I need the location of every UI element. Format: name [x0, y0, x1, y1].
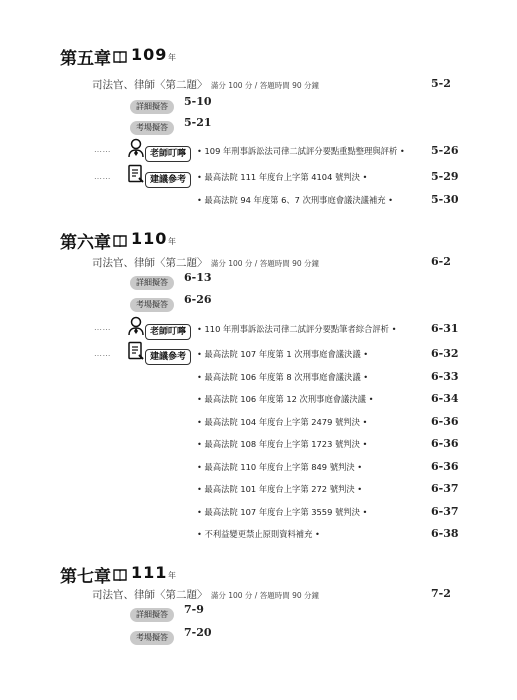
chapter-title: 第六章 — [60, 233, 111, 253]
leader-dots: …… — [94, 172, 111, 181]
chapter-year: 109 — [131, 45, 168, 64]
exam-name: 司法官、律師〈第二題〉 — [92, 589, 208, 601]
toc-item: • 最高法院 94 年度第 6、7 次刑事庭會議決議補充 • — [197, 195, 394, 205]
toc-item: • 最高法院 110 年度台上字第 849 號判決 • — [197, 462, 363, 472]
toc-item: • 110 年刑事訴訟法司律二試評分要點筆者綜合評析 • — [197, 324, 397, 334]
book-icon — [113, 569, 127, 581]
year-suffix: 年 — [168, 571, 176, 580]
page-number: 6-32 — [431, 347, 459, 360]
detail-answer-pill: 詳細擬答 — [130, 276, 174, 290]
page-number: 7-20 — [184, 626, 212, 639]
year-suffix: 年 — [168, 237, 176, 246]
page-number: 6-37 — [431, 482, 459, 495]
toc-item: • 最高法院 106 年度第 12 次刑事庭會議決議 • — [197, 394, 374, 404]
page-number: 6-2 — [431, 255, 451, 268]
page-number: 5-2 — [431, 77, 451, 90]
leader-dots: …… — [94, 323, 111, 332]
exam-answer-pill: 考場擬答 — [130, 298, 174, 312]
book-icon — [113, 51, 127, 63]
page-number: 6-33 — [431, 370, 459, 383]
toc-item: • 最高法院 104 年度台上字第 2479 號判決 • — [197, 417, 368, 427]
page-number: 5-21 — [184, 116, 212, 129]
toc-item: • 109 年刑事訴訟法司律二試評分要點重點整理與評析 • — [197, 146, 405, 156]
chapter-title: 第七章 — [60, 567, 111, 587]
page-number: 6-34 — [431, 392, 459, 405]
exam-meta: 滿分 100 分 / 答題時間 90 分鐘 — [210, 81, 320, 90]
exam-subtitle — [92, 255, 319, 270]
exam-subtitle — [92, 587, 319, 602]
teacher-note-tag: 老師叮嚀 — [145, 324, 191, 340]
page-number: 6-36 — [431, 415, 459, 428]
chapter-year: 110 — [131, 229, 168, 248]
page-number: 6-36 — [431, 460, 459, 473]
teacher-icon — [127, 316, 145, 336]
toc-item: • 最高法院 101 年度台上字第 272 號判決 • — [197, 484, 363, 494]
chapter-title: 第五章 — [60, 49, 111, 69]
exam-meta: 滿分 100 分 / 答題時間 90 分鐘 — [210, 591, 320, 600]
page-number: 7-2 — [431, 587, 451, 600]
leader-dots: …… — [94, 349, 111, 358]
exam-answer-pill: 考場擬答 — [130, 631, 174, 645]
reference-tag: 建議參考 — [145, 349, 191, 365]
teacher-icon — [127, 138, 145, 158]
page-number: 5-26 — [431, 144, 459, 157]
exam-subtitle — [92, 77, 319, 92]
page-number: 6-13 — [184, 271, 212, 284]
toc-item: • 最高法院 108 年度台上字第 1723 號判決 • — [197, 439, 368, 449]
book-icon — [113, 235, 127, 247]
page-number: 6-38 — [431, 527, 459, 540]
toc-item: • 最高法院 107 年度台上字第 3559 號判決 • — [197, 507, 368, 517]
leader-dots: …… — [94, 145, 111, 154]
toc-item: • 不利益變更禁止原則資料補充 • — [197, 529, 320, 539]
exam-name: 司法官、律師〈第二題〉 — [92, 257, 208, 269]
page-number: 6-36 — [431, 437, 459, 450]
toc-item: • 最高法院 107 年度第 1 次刑事庭會議決議 • — [197, 349, 369, 359]
toc-item: • 最高法院 106 年度第 8 次刑事庭會議決議 • — [197, 372, 369, 382]
detail-answer-pill: 詳細擬答 — [130, 100, 174, 114]
page-number: 7-9 — [184, 603, 204, 616]
page-number: 5-30 — [431, 193, 459, 206]
toc-item: • 最高法院 111 年度台上字第 4104 號判決 • — [197, 172, 368, 182]
year-suffix: 年 — [168, 53, 176, 62]
chapter-year: 111 — [131, 563, 168, 582]
exam-name: 司法官、律師〈第二題〉 — [92, 79, 208, 91]
document-icon — [127, 341, 145, 362]
document-icon — [127, 164, 145, 185]
page-number: 6-31 — [431, 322, 459, 335]
page-number: 6-26 — [184, 293, 212, 306]
page-number: 5-10 — [184, 95, 212, 108]
page-number: 5-29 — [431, 170, 459, 183]
detail-answer-pill: 詳細擬答 — [130, 608, 174, 622]
teacher-note-tag: 老師叮嚀 — [145, 146, 191, 162]
exam-answer-pill: 考場擬答 — [130, 121, 174, 135]
exam-meta: 滿分 100 分 / 答題時間 90 分鐘 — [210, 259, 320, 268]
reference-tag: 建議參考 — [145, 172, 191, 188]
page-number: 6-37 — [431, 505, 459, 518]
